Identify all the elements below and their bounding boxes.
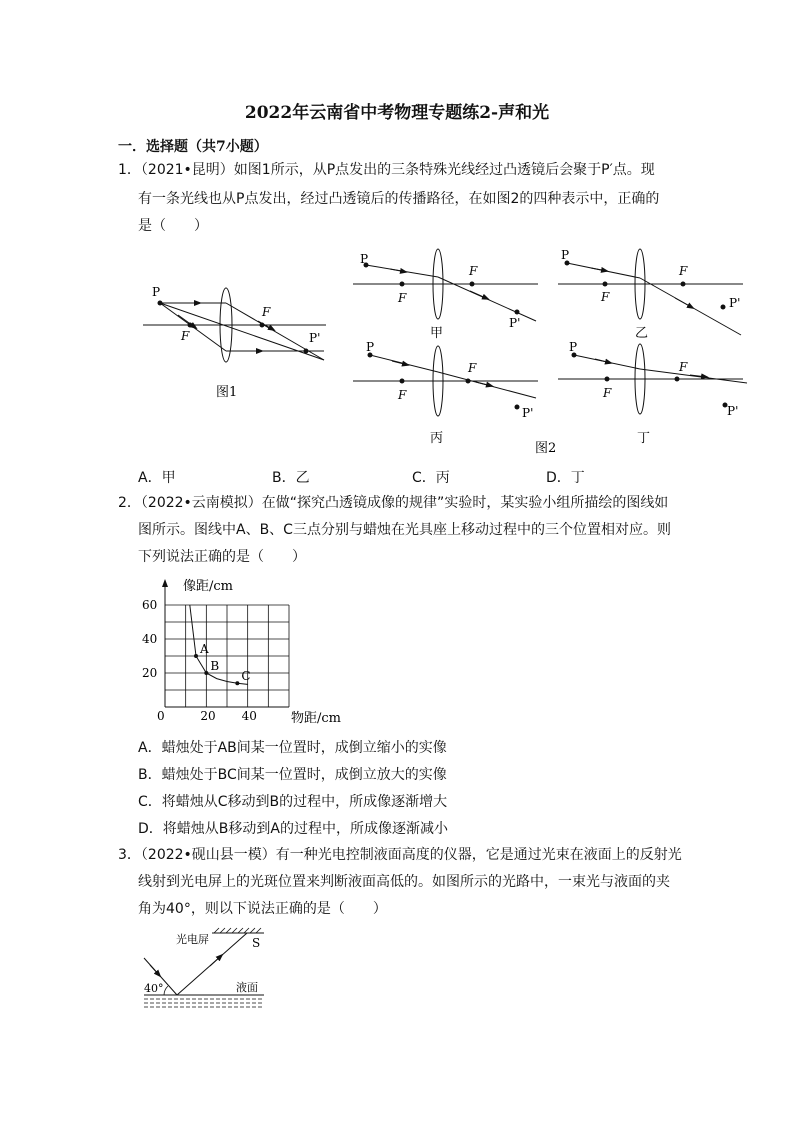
question-text: （2022•云南模拟）在做“探究凸透镜成像的规律”实验时，某实验小组所描绘的图线如 <box>140 495 669 511</box>
y-tick-label: 20 <box>142 666 158 680</box>
y-axis-label: 像距/cm <box>183 579 233 594</box>
question-text: 线射到光电屏上的光斑位置来判断液面高低的。如图所示的光路中，一束光与液面的夹 <box>138 874 670 890</box>
label-f: F <box>679 360 688 374</box>
figure-1 <box>138 278 338 403</box>
screen-label: 光电屏 <box>176 933 209 946</box>
option-c: C．将蜡烛从C移动到B的过程中，所成像逐渐增大 <box>138 794 448 810</box>
label-f: F <box>468 361 477 375</box>
question-number: 1． <box>118 162 141 178</box>
focal-point <box>260 323 265 328</box>
focal-point <box>188 323 193 328</box>
panel-jia <box>353 249 538 341</box>
question-text: 是（ ） <box>138 218 208 234</box>
question-text: 下列说法正确的是（ ） <box>138 549 306 565</box>
question-text: 角为40°，则以下说法正确的是（ ） <box>138 901 387 917</box>
figure-caption: 图1 <box>216 385 238 400</box>
question-3 <box>118 845 682 865</box>
option-d: D．将蜡烛从B移动到A的过程中，所成像逐渐减小 <box>138 821 448 837</box>
label-p-prime: P' <box>309 331 321 345</box>
panel-ding <box>558 340 747 446</box>
panel-caption: 乙 <box>635 326 649 341</box>
label-f: F <box>601 290 610 304</box>
data-point-label: A <box>200 642 209 656</box>
label-f: F <box>262 305 271 319</box>
figure-3 <box>140 925 275 1017</box>
x-axis-label: 物距/cm <box>291 711 341 726</box>
question-number: 2． <box>118 495 141 511</box>
option-b: B．蜡烛处于BC间某一位置时，成倒立放大的实像 <box>138 767 447 783</box>
label-f: F <box>398 291 407 305</box>
focal-point <box>466 379 471 384</box>
figure-2 <box>350 245 750 460</box>
data-point-a <box>194 654 198 658</box>
label-f: F <box>398 388 407 402</box>
label-p: P <box>561 248 570 262</box>
option-b: B．乙 <box>272 470 310 486</box>
image-distance-chart <box>135 572 355 728</box>
data-point-label: B <box>210 659 220 673</box>
option-d: D．丁 <box>546 470 585 486</box>
panel-caption: 丙 <box>430 431 444 446</box>
question-1 <box>118 160 655 180</box>
label-p: P <box>569 340 578 354</box>
chart-grid <box>165 605 289 707</box>
point-p <box>158 301 163 306</box>
x-tick-label: 20 <box>200 709 216 723</box>
x-tick-label: 40 <box>241 709 257 723</box>
label-p-prime: P' <box>522 406 534 420</box>
question-text: 有一条光线也从P点发出，经过凸透镜后的传播路径，在如图2的四种表示中，正确的 <box>138 191 660 207</box>
point-p-prime <box>721 305 726 310</box>
label-s: S <box>252 936 261 950</box>
y-tick-label: 40 <box>142 632 158 646</box>
label-p: P <box>366 340 375 354</box>
focal-point <box>675 377 680 382</box>
label-p: P <box>360 252 369 266</box>
label-f: F <box>181 329 190 343</box>
point-p-prime <box>515 405 520 410</box>
section-heading: 一．选择题（共7小题） <box>118 139 268 155</box>
question-text: 图所示。图线中A、B、C三点分别与蜡烛在光具座上移动过程中的三个位置相对应。则 <box>138 522 671 538</box>
angle-arc <box>164 986 168 995</box>
option-a: A．甲 <box>138 470 176 486</box>
question-text: （2022•砚山县一模）有一种光电控制液面高度的仪器，它是通过光束在液面上的反射光 <box>140 847 682 863</box>
page-title: 2022年云南省中考物理专题练2-声和光 <box>244 103 550 123</box>
point-p-prime <box>304 349 309 354</box>
label-f: F <box>469 264 478 278</box>
focal-ray <box>160 303 226 351</box>
focal-point <box>681 282 686 287</box>
option-c: C．丙 <box>412 470 450 486</box>
focal-point <box>470 282 475 287</box>
point-p-prime <box>515 310 520 315</box>
label-p-prime: P' <box>727 404 739 418</box>
figure-caption: 图2 <box>535 441 557 456</box>
x-tick-label: 0 <box>157 709 165 723</box>
focal-point <box>605 377 610 382</box>
liquid-label: 液面 <box>236 981 258 994</box>
label-p-prime: P' <box>729 296 741 310</box>
label-f: F <box>603 386 612 400</box>
data-point-b <box>204 671 208 675</box>
option-a: A．蜡烛处于AB间某一位置时，成倒立缩小的实像 <box>138 740 447 756</box>
label-p: P <box>152 285 161 299</box>
label-f: F <box>679 264 688 278</box>
panel-caption: 甲 <box>430 326 444 341</box>
question-text: （2021•昆明）如图1所示，从P点发出的三条特殊光线经过凸透镜后会聚于P′点。现 <box>140 162 655 178</box>
question-2 <box>118 493 668 513</box>
data-point-label: C <box>241 669 251 684</box>
label-p-prime: P' <box>509 316 521 330</box>
focal-point <box>400 282 405 287</box>
focal-point <box>400 379 405 384</box>
panel-bing <box>353 340 538 446</box>
y-tick-label: 60 <box>142 598 158 612</box>
focal-point <box>603 282 608 287</box>
panel-caption: 丁 <box>637 431 651 446</box>
angle-label: 40° <box>144 982 164 995</box>
data-point-c <box>235 681 239 685</box>
question-number: 3． <box>118 847 141 863</box>
screen-hatching <box>214 928 261 933</box>
panel-yi <box>558 248 743 341</box>
